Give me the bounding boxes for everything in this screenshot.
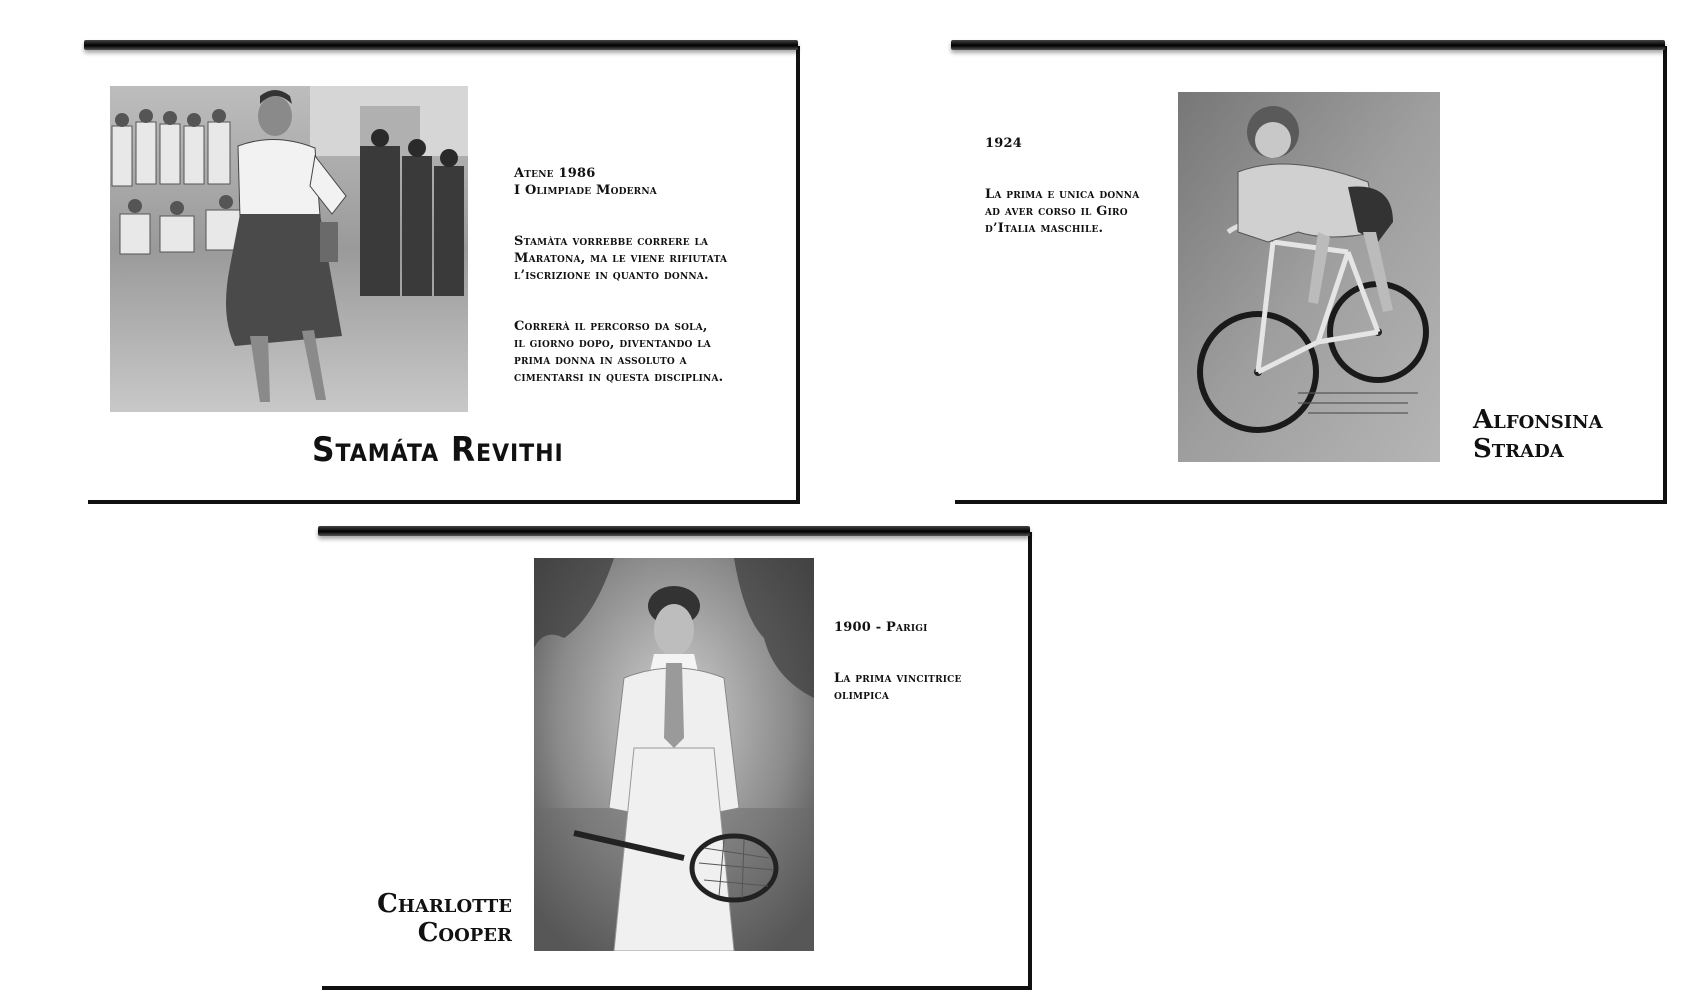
card-top-bar — [951, 40, 1665, 50]
revithi-name: Stamáta Revithi — [312, 430, 564, 470]
card-top-bar — [84, 40, 798, 50]
cooper-caption-story: La prima vincitrice olimpica — [834, 671, 962, 703]
card-top-bar — [318, 526, 1030, 536]
strada-name: Alfonsina Strada — [1473, 405, 1603, 464]
cooper-name: Charlotte Cooper — [377, 889, 512, 948]
slide-card-strada — [955, 46, 1667, 504]
revithi-caption-story: Stamàta vorrebbe correre la Maratona, ma le viene rifiutata l’iscrizione in quanto donna. — [514, 234, 728, 283]
strada-caption-story: La prima e unica donna ad aver corso il Giro d’Italia maschile. — [985, 187, 1140, 236]
cooper-photo — [534, 558, 814, 951]
strada-photo — [1178, 92, 1440, 462]
revithi-caption-outcome: Correrà il percorso da sola, il giorno dopo, diventando la prima donna in assoluto a cimentarsi in questa disciplina. — [514, 319, 724, 385]
strada-caption-year: 1924 — [985, 136, 1022, 151]
revithi-caption-event: Atene 1986 I Olimpiade Moderna — [514, 166, 657, 198]
strada-caption — [985, 118, 1185, 271]
cooper-caption — [834, 602, 1024, 738]
slide-card-revithi — [88, 46, 800, 504]
cooper-caption-event: 1900 - Parigi — [834, 620, 928, 635]
revithi-caption — [514, 148, 790, 420]
revithi-photo — [110, 86, 468, 412]
slide-card-cooper — [322, 532, 1032, 990]
